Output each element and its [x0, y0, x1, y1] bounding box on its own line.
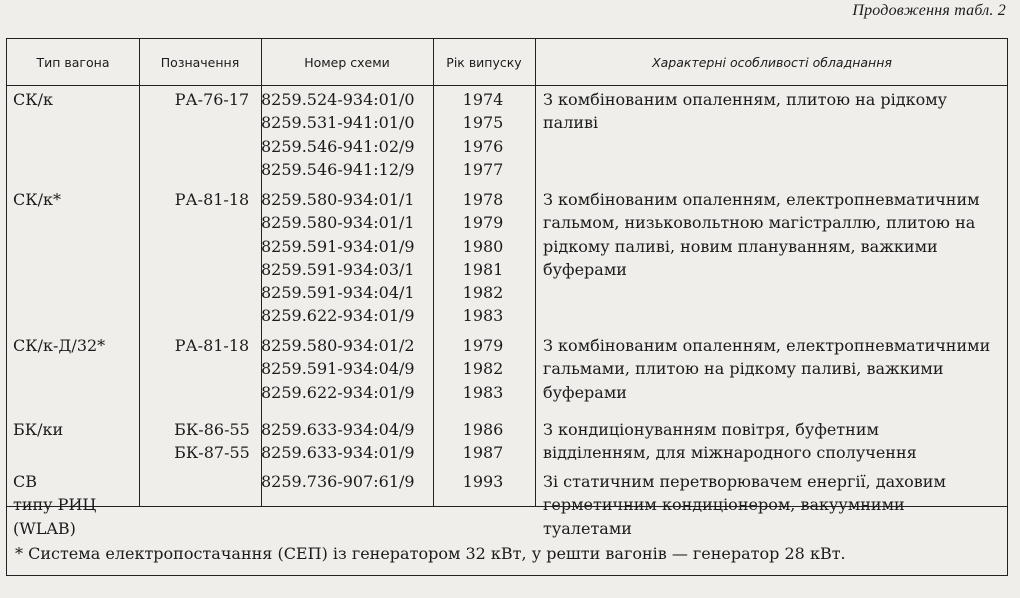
scheme-number: 8259.531-941:01/0 [261, 113, 415, 133]
release-year: 1978 [462, 190, 504, 209]
designation: БК-87-55 [174, 443, 250, 463]
scheme-number: 8259.633-934:01/9 [261, 443, 415, 463]
scheme-number: 8259.591-934:03/1 [261, 259, 415, 279]
scheme-number: 8259.622-934:01/9 [261, 382, 415, 402]
release-year: 1983 [462, 306, 504, 326]
features-text: відділенням, для міжнародного сполучення [543, 443, 917, 463]
release-year-cell [433, 470, 533, 493]
release-year: 1982 [462, 359, 504, 379]
release-year: 1974 [462, 90, 504, 109]
scheme-number: 8259.591-934:04/9 [261, 359, 415, 379]
features-text-cell [543, 470, 998, 540]
vehicle-type-cell [13, 88, 133, 111]
vehicle-type-cell [13, 418, 133, 441]
features-text: З комбінованим опаленням, плитою на рідкому [543, 90, 948, 109]
release-year: 1980 [462, 236, 504, 256]
vehicle-type-cell [13, 470, 133, 540]
scheme-number-cell [261, 88, 431, 181]
vehicle-type: СК/к* [13, 190, 62, 209]
header-scheme: Номер схеми [304, 54, 390, 70]
release-year: 1976 [462, 136, 504, 156]
scheme-number: 8259.591-934:01/9 [261, 236, 415, 256]
release-year: 1982 [462, 283, 504, 303]
column-divider [535, 39, 536, 506]
features-text: Зі статичним перетворювачем енергії, даховим [543, 472, 946, 491]
features-text: З кондиціонуванням повітря, буфетним [543, 420, 879, 439]
column-divider [139, 39, 140, 506]
scheme-number: 8259.591-934:04/1 [261, 283, 415, 303]
features-text-cell [543, 418, 998, 465]
features-text: З комбінованим опаленням, електропневматичними [543, 336, 991, 355]
designation-cell [157, 418, 267, 465]
designation-cell [157, 88, 267, 111]
designation-cell [157, 188, 267, 211]
release-year: 1981 [462, 259, 504, 279]
vehicle-type: СК/к [13, 90, 54, 109]
designation: РА-81-18 [174, 190, 250, 209]
designation: РА-76-17 [174, 90, 250, 109]
scheme-number-cell [261, 188, 431, 328]
scheme-number: 8259.580-934:01/2 [261, 336, 415, 355]
header-features: Характерні особливості обладнання [652, 54, 892, 70]
header-divider [7, 85, 1007, 86]
scheme-number: 8259.546-941:12/9 [261, 159, 415, 179]
features-text-cell [543, 334, 998, 404]
features-text-cell [543, 188, 998, 281]
release-year: 1983 [462, 382, 504, 402]
scheme-number: 8259.736-907:61/9 [261, 472, 415, 491]
scheme-number: 8259.546-941:02/9 [261, 136, 415, 156]
release-year-cell [433, 188, 533, 328]
features-text: буферами [543, 259, 627, 279]
vehicle-type-cell [13, 188, 133, 211]
release-year-cell [433, 88, 533, 181]
vehicle-type: СК/к-Д/32* [13, 336, 106, 355]
scheme-number: 8259.633-934:04/9 [261, 420, 415, 439]
features-text: туалетами [543, 518, 632, 538]
release-year-cell [433, 418, 533, 465]
release-year-cell [433, 334, 533, 404]
footnote: * Система електропостачання (СЕП) із генератором 32 кВт, у решти вагонів — генератор 28 кВт. [15, 544, 846, 563]
equipment-table [6, 38, 1008, 576]
designation-cell [157, 334, 267, 357]
vehicle-type-cell [13, 334, 133, 357]
header-code: Позначення [160, 54, 240, 70]
features-text: гальмами, плитою на рідкому паливі, важкими [543, 359, 944, 379]
scheme-number: 8259.524-934:01/0 [261, 90, 415, 109]
vehicle-type: типу РИЦ [13, 495, 97, 515]
features-text: гальмом, низьковольтною магістраллю, плитою на [543, 213, 976, 233]
release-year: 1979 [462, 213, 504, 233]
features-text: рідкому паливі, новим плануванням, важкими [543, 236, 938, 256]
header-year: Рік випуску [446, 54, 522, 70]
vehicle-type: СВ [13, 472, 37, 491]
vehicle-type: БК/ки [13, 420, 64, 439]
features-text: паливі [543, 113, 599, 133]
release-year: 1986 [462, 420, 504, 439]
scheme-number: 8259.580-934:01/1 [261, 213, 415, 233]
scheme-number-cell [261, 470, 431, 493]
features-text-cell [543, 88, 998, 135]
vehicle-type: (WLAB) [13, 518, 76, 538]
designation: БК-86-55 [174, 420, 250, 439]
header-type: Тип вагона [36, 54, 110, 70]
release-year: 1977 [462, 159, 504, 179]
release-year: 1975 [462, 113, 504, 133]
features-text: герметичним кондиціонером, вакуумними [543, 495, 905, 515]
release-year: 1993 [462, 472, 504, 491]
designation: РА-81-18 [174, 336, 250, 355]
scheme-number-cell [261, 334, 431, 404]
scheme-number: 8259.580-934:01/1 [261, 190, 415, 209]
scheme-number-cell [261, 418, 431, 465]
features-text: З комбінованим опаленням, електропневматичним [543, 190, 980, 209]
release-year: 1987 [462, 443, 504, 463]
table-caption: Продовження табл. 2 [852, 2, 1006, 19]
features-text: буферами [543, 382, 627, 402]
release-year: 1979 [462, 336, 504, 355]
scheme-number: 8259.622-934:01/9 [261, 306, 415, 326]
